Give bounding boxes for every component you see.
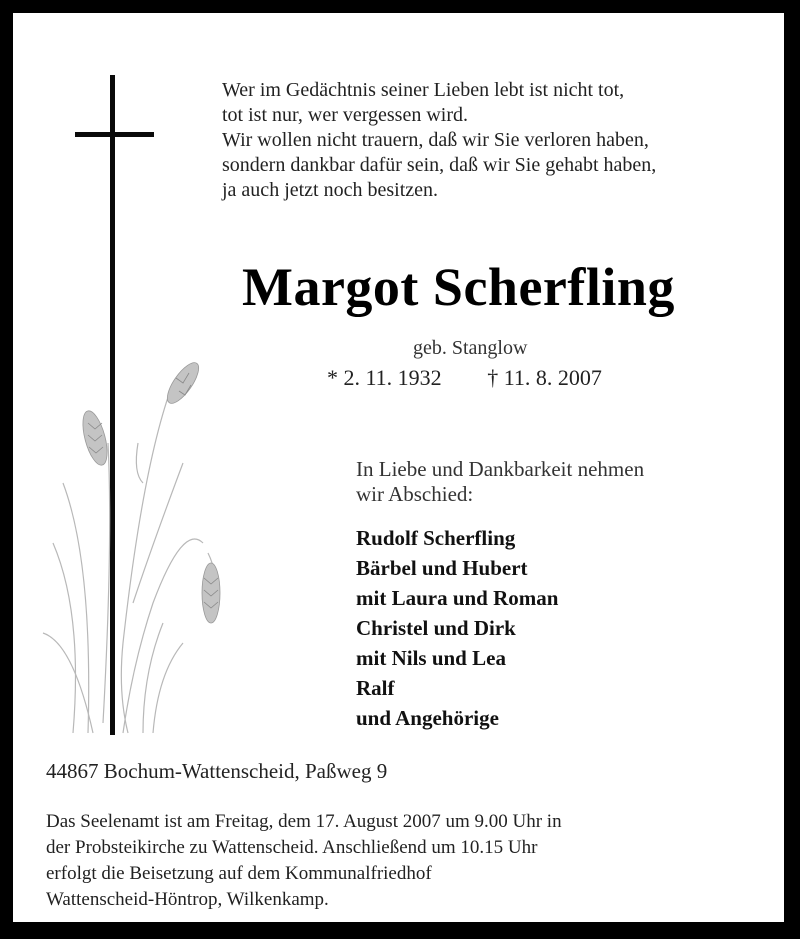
verse-line: tot ist nur, wer vergessen wird. [222, 104, 469, 126]
mourner: Rudolf Scherfling [356, 526, 516, 550]
birth-date: * 2. 11. 1932 [327, 365, 442, 390]
notice-line: erfolgt die Beisetzung auf dem Kommunalfriedhof [46, 863, 432, 884]
mourner: mit Nils und Lea [356, 646, 506, 670]
farewell-intro-line: In Liebe und Dankbarkeit nehmen [356, 457, 645, 481]
deceased-name: Margot Scherfling [242, 257, 675, 317]
family-address: 44867 Bochum-Wattenscheid, Paßweg 9 [46, 759, 388, 783]
notice-line: der Probsteikirche zu Wattenscheid. Anschließend um 10.15 Uhr [46, 837, 538, 858]
wheat-illustration-icon [33, 343, 233, 743]
farewell-intro [356, 457, 776, 507]
verse-line: Wir wollen nicht trauern, daß wir Sie verloren haben, [222, 129, 649, 151]
notice-line: Das Seelenamt ist am Freitag, dem 17. August 2007 um 9.00 Uhr in [46, 811, 562, 832]
verse-line: sondern dankbar dafür sein, daß wir Sie gehabt haben, [222, 154, 657, 176]
life-dates [327, 365, 602, 391]
mourners-list [356, 523, 558, 733]
mourner: Ralf [356, 676, 395, 700]
maiden-name: geb. Stanglow [413, 337, 528, 359]
service-notice [46, 809, 766, 913]
mourner: mit Laura und Roman [356, 586, 559, 610]
mourner: und Angehörige [356, 706, 499, 730]
notice-line: Wattenscheid-Höntrop, Wilkenkamp. [46, 889, 329, 910]
mourner: Christel und Dirk [356, 616, 516, 640]
death-date: † 11. 8. 2007 [487, 365, 602, 390]
farewell-intro-line: wir Abschied: [356, 482, 474, 506]
memorial-verse [222, 78, 782, 203]
obituary-page [13, 13, 784, 922]
verse-line: ja auch jetzt noch besitzen. [222, 179, 439, 201]
mourner: Bärbel und Hubert [356, 556, 528, 580]
verse-line: Wer im Gedächtnis seiner Lieben lebt ist nicht tot, [222, 79, 625, 101]
cross-icon-crossbar [75, 132, 154, 137]
